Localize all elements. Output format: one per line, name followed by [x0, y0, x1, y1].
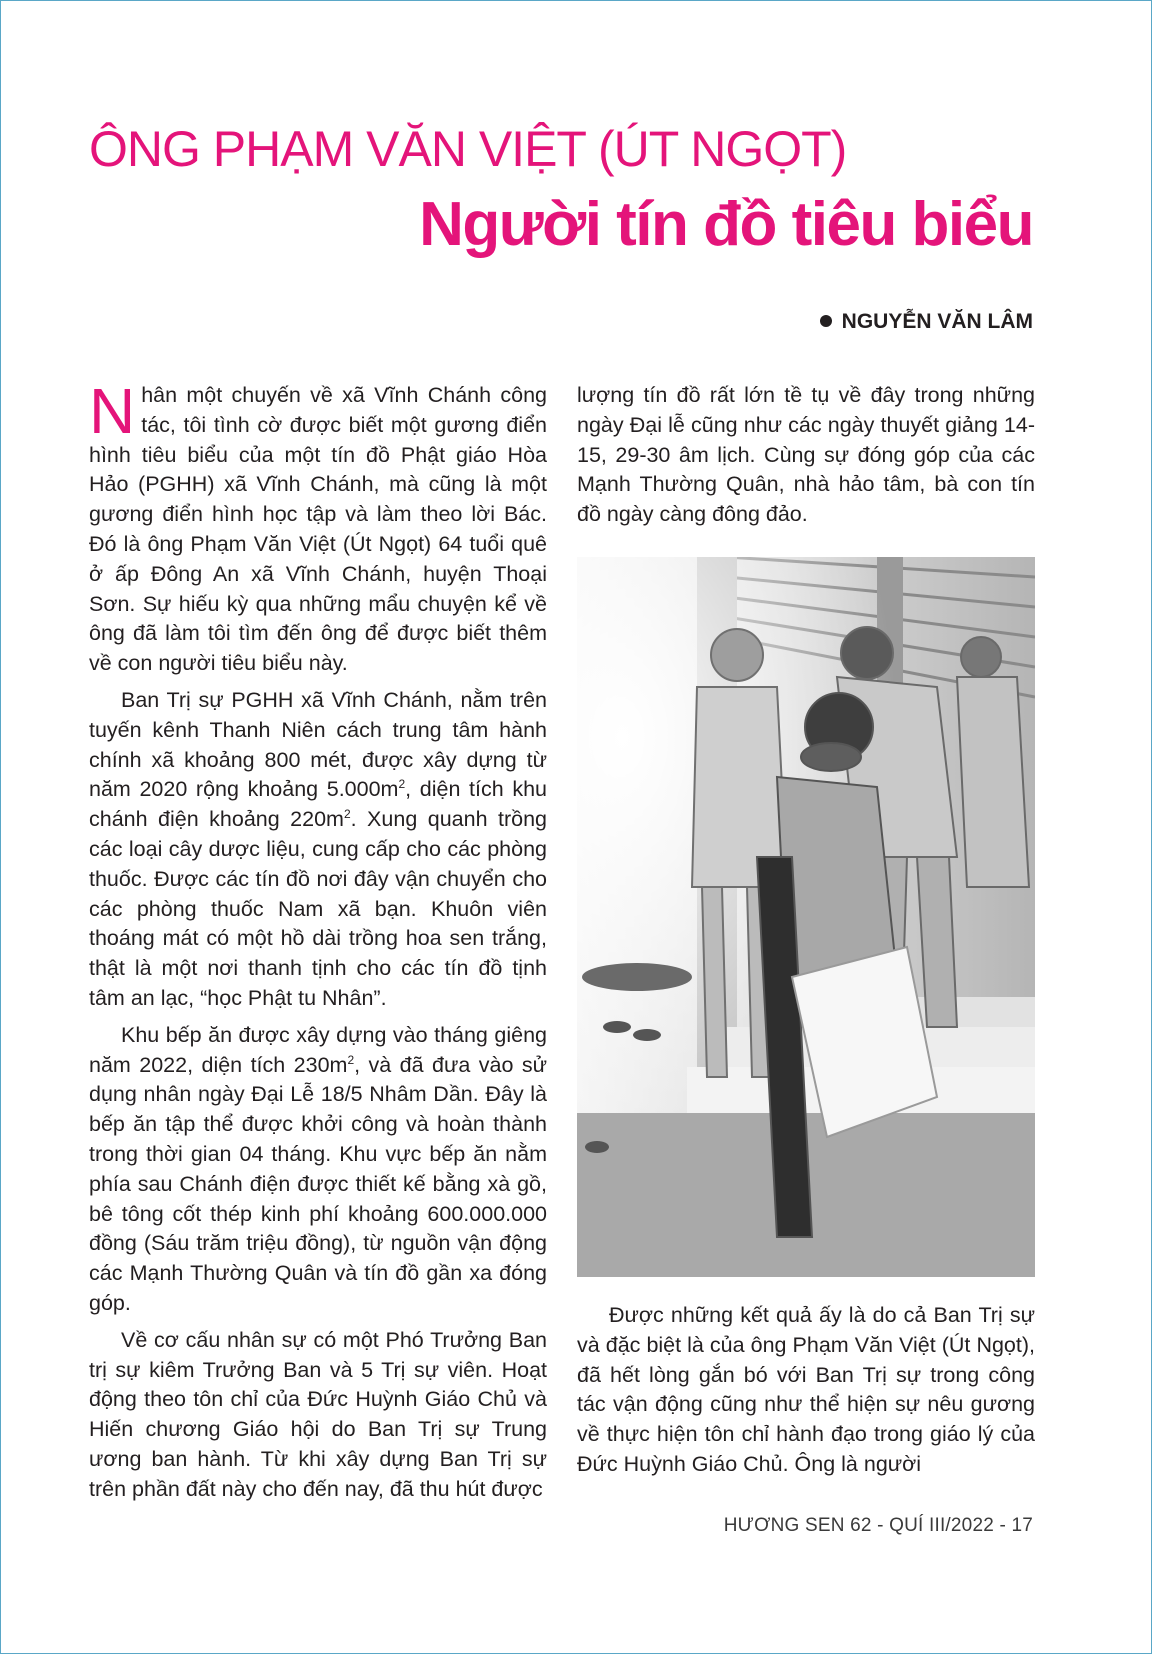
- byline: [820, 309, 1033, 335]
- superscript: 2: [347, 1052, 355, 1067]
- paragraph-3-text-b: , và đã đưa vào sử dụng nhân ngày Đại Lễ 18/5 Nhâm Dần. Đây là bếp ăn tập thể được khởi công và hoàn thành trong thời gian 04 tháng. Khu vực bếp ăn nằm phía sau Chánh điện được thiết kế bằng xà gồ, bê tông cốt thép kinh phí khoảng 600.000.000 đồng (Sáu trăm triệu đồng), từ nguồn vận động các Mạnh Thường Quân và tín đồ gần xa đóng góp.: [89, 1052, 548, 1315]
- bullet-icon: [820, 315, 832, 327]
- article-photo: [577, 557, 1035, 1277]
- paragraph-5: lượng tín đồ rất lớn tề tụ về đây trong những ngày Đại lễ cũng như các ngày thuyết giảng 14-15, 29-30 âm lịch. Cùng sự đóng góp của các Mạnh Thường Quân, nhà hảo tâm, bà con tín đồ ngày càng đông đảo.: [577, 383, 1035, 527]
- paragraph-3-text-a: Khu bếp ăn được xây dựng vào tháng giêng năm 2022, diện tích 230m: [89, 1022, 547, 1077]
- superscript: 2: [343, 807, 351, 822]
- superscript: 2: [398, 777, 406, 792]
- right-column-top: [577, 381, 1035, 537]
- paragraph-1: [89, 375, 547, 679]
- article-title-line1: ÔNG PHẠM VĂN VIỆT (ÚT NGỌT): [89, 121, 847, 177]
- drop-cap: N: [89, 375, 136, 447]
- paragraph-1-text: hân một chuyến về xã Vĩnh Chánh công tác, tôi tình cờ được biết một gương điển hình tiêu biểu của một tín đồ Phật giáo Hòa Hảo (PGHH) xã Vĩnh Chánh, mà cũng là một gương điển hình học tập và làm theo lời Bác. Đó là ông Phạm Văn Việt (Út Ngọt) 64 tuổi quê ở ấp Đông An xã Vĩnh Chánh, huyện Thoại Sơn. Sự hiếu kỳ qua những mẩu chuyện kể về ông đã làm tôi tìm đến ông để được biết thêm về con người tiêu biểu này.: [89, 383, 547, 676]
- left-column: [89, 375, 548, 1511]
- paragraph-3: [89, 1021, 547, 1319]
- mat: [582, 963, 692, 991]
- page-footer: HƯƠNG SEN 62 - QUÍ III/2022 - 17: [723, 1515, 1033, 1536]
- paragraph-4: Về cơ cấu nhân sự có một Phó Trưởng Ban trị sự kiêm Trưởng Ban và 5 Trị sự viên. Hoạt động theo tôn chỉ của Đức Huỳnh Giáo Chủ và Hiến chương Giáo hội do Ban Trị sự Trung ương ban hành. Từ khi xây dựng Ban Trị sự trên phần đất này cho đến nay, đã thu hút được: [89, 1327, 547, 1501]
- paragraph-2-text-c: . Xung quanh trồng các loại cây dược liệu, cung cấp cho các phòng thuốc. Được các tín đồ nơi đây vận chuyển cho các phòng thuốc Nam xã bạn. Khuôn viên thoáng mát có một hồ dài trồng hoa sen trắng, thật là một nơi thanh tịnh cho các tín đồ tịnh tâm an lạc, “học Phật tu Nhân”.: [89, 807, 547, 1010]
- paragraph-2-text-b: , diện tích khu chánh điện khoảng 220m: [89, 777, 547, 832]
- paragraph-2: [89, 686, 547, 1014]
- author-name: NGUYỄN VĂN LÂM: [841, 310, 1033, 333]
- paragraph-2-text-a: Ban Trị sự PGHH xã Vĩnh Chánh, nằm trên tuyến kênh Thanh Niên cách trung tâm hành chính xã khoảng 800 mét, được xây dựng từ năm 2020 rộng khoảng 5.000m: [89, 687, 547, 802]
- paragraph-6: Được những kết quả ấy là do cả Ban Trị sự và đặc biệt là của ông Phạm Văn Việt (Út Ngọt), đã hết lòng gắn bó với Ban Trị sự trong công tác vận động cũng như thể hiện sự nêu gương về thực hiện tôn chỉ hành đạo trong giáo lý của Đức Huỳnh Giáo Chủ. Ông là người: [577, 1303, 1035, 1476]
- article-title-line2: Người tín đồ tiêu biểu: [419, 190, 1033, 259]
- photo-illustration: [577, 557, 1035, 1277]
- right-column-bottom: [577, 1301, 1035, 1487]
